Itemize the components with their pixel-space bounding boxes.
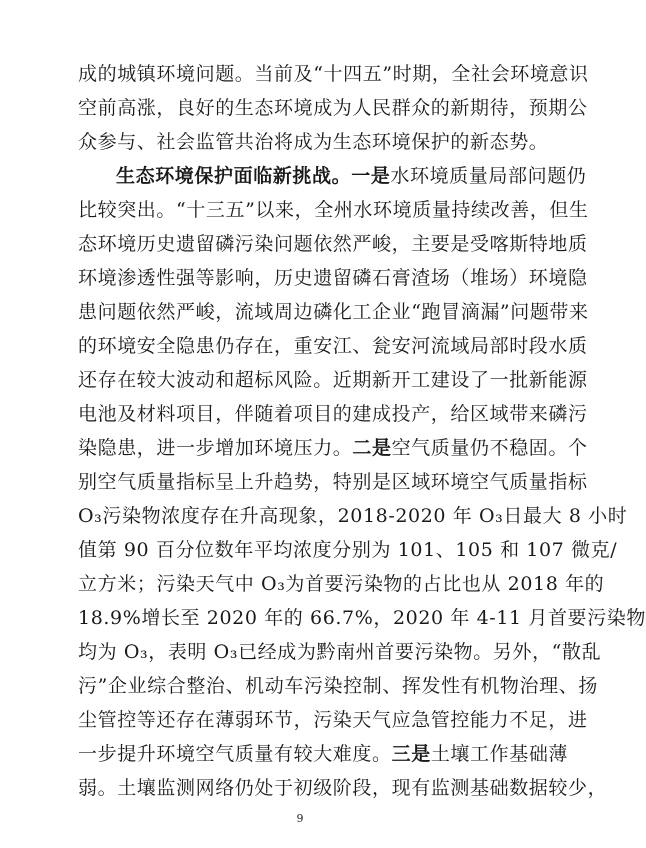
paragraph-line: 患问题依然严峻，流域周边磷化工企业“跑冒滴漏”问题带来 xyxy=(78,301,589,323)
paragraph-line: 18.9%增长至 2020 年的 66.7%，2020 年 4-11 月首要污染物 xyxy=(78,607,646,629)
paragraph-line: 态环境历史遗留磷污染问题依然严峻，主要是受喀斯特地质 xyxy=(78,233,588,255)
paragraph-text: 一步提升环境空气质量有较大难度。 xyxy=(78,743,392,765)
paragraph-text: 土壤工作基础薄 xyxy=(430,743,569,765)
paragraph-line: 众参与、社会监管共治将成为生态环境保护的新态势。 xyxy=(78,131,549,153)
paragraph-text: 空气质量仍不稳固。个 xyxy=(391,437,588,459)
paragraph-line-with-marker xyxy=(78,431,588,465)
paragraph-line: 成的城镇环境问题。当前及“十四五”时期，全社会环境意识 xyxy=(78,63,589,85)
paragraph-line: 的环境安全隐患仍存在，重安江、瓮安河流域局部时段水质 xyxy=(78,335,588,357)
paragraph-line: 立方米；污染天气中 O₃为首要污染物的占比也从 2018 年的 xyxy=(78,573,605,595)
paragraph-line: 均为 O₃，表明 O₃已经成为黔南州首要污染物。另外，“散乱 xyxy=(78,641,602,663)
paragraph-text: 水环境质量局部问题仍 xyxy=(390,165,587,187)
point-marker: 二是 xyxy=(352,437,392,459)
paragraph-line: 值第 90 百分位数年平均浓度分别为 101、105 和 107 微克/ xyxy=(78,539,618,561)
page-number: 9 xyxy=(296,812,304,825)
point-marker: 一是 xyxy=(351,165,391,187)
paragraph-line-with-marker xyxy=(78,737,569,771)
paragraph-line: 空前高涨，良好的生态环境成为人民群众的新期待，预期公 xyxy=(78,97,588,119)
paragraph-line: 污”企业综合整治、机动车污染控制、挥发性有机物治理、扬 xyxy=(78,675,598,697)
point-marker: 三是 xyxy=(391,743,431,765)
paragraph-line: 电池及材料项目，伴随着项目的建成投产，给区域带来磷污 xyxy=(78,403,588,425)
paragraph-line: 弱。土壤监测网络仍处于初级阶段，现有监测基础数据较少， xyxy=(78,777,608,799)
paragraph-text: 染隐患，进一步增加环境压力。 xyxy=(78,437,353,459)
section-heading: 生态环境保护面临新挑战。 xyxy=(116,165,352,187)
paragraph-line: 比较突出。“十三五”以来，全州水环境质量持续改善，但生 xyxy=(78,199,589,221)
paragraph-line: 还存在较大波动和超标风险。近期新开工建设了一批新能源 xyxy=(78,369,588,391)
paragraph-line: 别空气质量指标呈上升趋势，特别是区域环境空气质量指标 xyxy=(78,471,588,493)
paragraph-line-with-heading xyxy=(116,159,587,193)
paragraph-line: 尘管控等还存在薄弱环节，污染天气应急管控能力不足，进 xyxy=(78,709,588,731)
paragraph-line: O₃污染物浓度存在升高现象，2018-2020 年 O₃日最大 8 小时 xyxy=(78,505,628,527)
paragraph-line: 环境渗透性强等影响，历史遗留磷石膏渣场（堆场）环境隐 xyxy=(78,267,588,289)
